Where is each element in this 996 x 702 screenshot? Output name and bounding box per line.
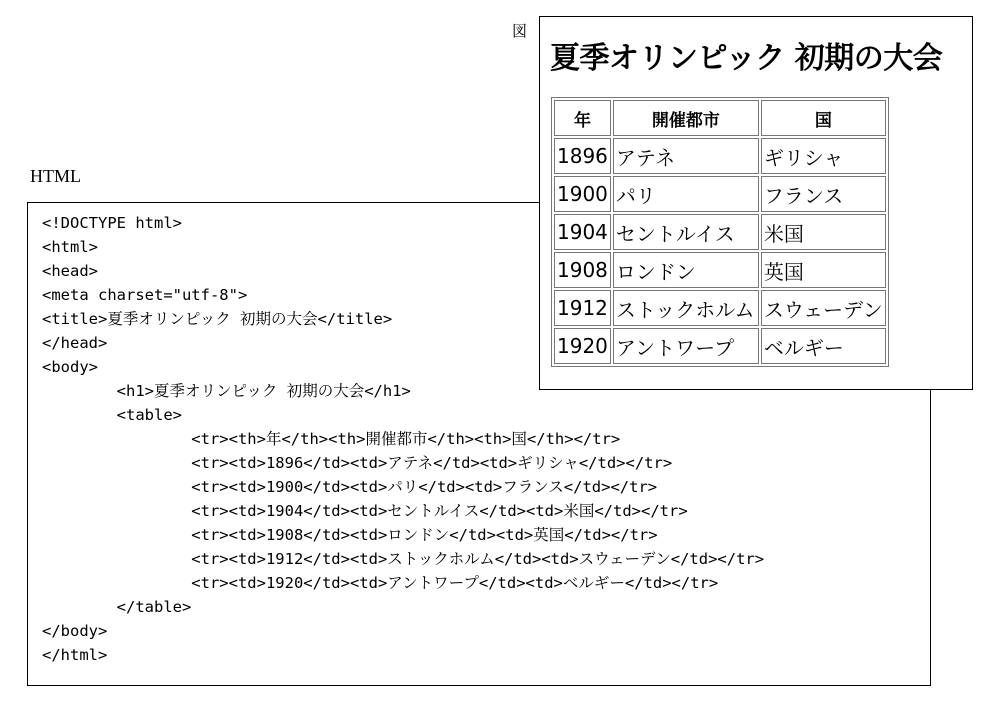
cell-country: フランス [761,176,886,212]
olympics-table [551,97,889,367]
code-line: <meta charset="utf-8"> [42,286,248,304]
cell-year: 1900 [554,176,611,212]
code-line: <body> [42,358,98,376]
cell-year: 1904 [554,214,611,250]
preview-heading: 夏季オリンピック 初期の大会 [550,41,943,76]
rendered-preview [539,16,973,390]
code-line: </table> [42,598,192,616]
figure-label: 図 [512,22,528,40]
cell-year: 1912 [554,290,611,326]
code-line: <h1>夏季オリンピック 初期の大会</h1> [42,382,411,400]
code-line: <head> [42,262,98,280]
code-line: <tr><td>1920</td><td>アントワープ</td><td>ベルギー</td></tr> [42,574,719,592]
code-line: <tr><td>1908</td><td>ロンドン</td><td>英国</td></tr> [42,526,658,544]
cell-city: アテネ [613,138,759,174]
cell-city: ストックホルム [613,290,759,326]
table-row [554,252,886,288]
header-country: 国 [761,100,886,136]
code-line: <title>夏季オリンピック 初期の大会</title> [42,310,393,328]
code-line: <!DOCTYPE html> [42,214,182,232]
table-row [554,214,886,250]
cell-country: 英国 [761,252,886,288]
cell-year: 1908 [554,252,611,288]
cell-country: ギリシャ [761,138,886,174]
cell-city: ロンドン [613,252,759,288]
cell-country: スウェーデン [761,290,886,326]
table-row [554,138,886,174]
code-line: </body> [42,622,108,640]
code-line: <tr><th>年</th><th>開催都市</th><th>国</th></tr> [42,430,621,448]
table-header-row [554,100,886,136]
header-year: 年 [554,100,611,136]
table-row [554,176,886,212]
code-line: <table> [42,406,182,424]
code-line: </html> [42,646,108,664]
html-label: HTML [30,166,81,186]
cell-country: ベルギー [761,328,886,364]
code-line: <tr><td>1912</td><td>ストックホルム</td><td>スウェーデン</td></tr> [42,550,765,568]
code-line: <tr><td>1904</td><td>セントルイス</td><td>米国</td></tr> [42,502,688,520]
table-row [554,328,886,364]
code-line: <tr><td>1900</td><td>パリ</td><td>フランス</td></tr> [42,478,658,496]
cell-country: 米国 [761,214,886,250]
cell-city: セントルイス [613,214,759,250]
code-line: </head> [42,334,108,352]
code-line: <tr><td>1896</td><td>アテネ</td><td>ギリシャ</td></tr> [42,454,673,472]
code-line: <html> [42,238,98,256]
table-row [554,290,886,326]
cell-city: アントワープ [613,328,759,364]
header-city: 開催都市 [613,100,759,136]
cell-year: 1896 [554,138,611,174]
cell-year: 1920 [554,328,611,364]
cell-city: パリ [613,176,759,212]
